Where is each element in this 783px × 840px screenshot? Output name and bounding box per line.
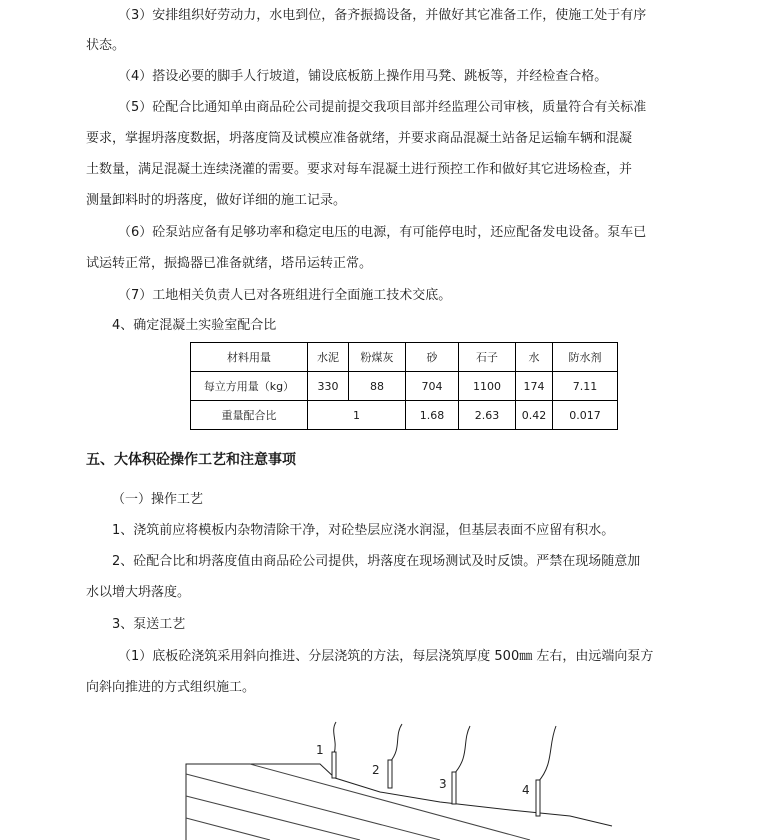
- table-cell: 7.11: [553, 372, 618, 401]
- table-cell: 每立方用量（kg）: [191, 372, 308, 401]
- table-cell: 2.63: [459, 401, 516, 430]
- diagram-label-2: 2: [372, 763, 380, 777]
- diagram-label-3: 3: [439, 777, 447, 791]
- section-5-title: 五、大体积砼操作工艺和注意事项: [86, 452, 296, 468]
- paragraph-3-line-1: （3）安排组织好劳动力，水电到位，备齐振捣设备，并做好其它准备工作，使施工处于有序: [118, 8, 647, 23]
- item-3-1-line-2: 向斜向推进的方式组织施工。: [86, 680, 256, 695]
- vibrator-1: [332, 722, 336, 778]
- item-1: 1、浇筑前应将模板内杂物清除干净，对砼垫层应浇水润湿，但基层表面不应留有积水。: [112, 523, 615, 538]
- section-4-heading: 4、确定混凝土实验室配合比: [112, 318, 277, 333]
- paragraph-3-line-2: 状态。: [86, 38, 126, 53]
- vibrator-2: [388, 724, 402, 788]
- mix-ratio-table: [190, 342, 618, 430]
- paragraph-5-line-1: （5）砼配合比通知单由商品砼公司提前提交我项目部并经监理公司审核，质量符合有关标准: [118, 100, 647, 115]
- table-row: [191, 343, 618, 372]
- table-header-cell: 砂: [406, 343, 459, 372]
- table-cell: 0.017: [553, 401, 618, 430]
- table-header-cell: 防水剂: [553, 343, 618, 372]
- vibrator-3: [452, 726, 470, 804]
- paragraph-5-line-2: 要求，掌握坍落度数据，坍落度筒及试模应准备就绪，并要求商品混凝土站备足运输车辆和混凝: [86, 131, 633, 146]
- diagram-label-4: 4: [522, 783, 530, 797]
- table-cell: 1100: [459, 372, 516, 401]
- table-row: [191, 401, 618, 430]
- paragraph-5-line-4: 测量卸料时的坍落度，做好详细的施工记录。: [86, 193, 347, 208]
- table-row: [191, 372, 618, 401]
- vibrator-4: [536, 726, 556, 816]
- table-header-cell: 石子: [459, 343, 516, 372]
- table-cell: 1.68: [406, 401, 459, 430]
- diagram-frame: [186, 764, 612, 840]
- paragraph-5-line-3: 土数量，满足混凝土连续浇灌的需要。要求对每车混凝土进行预控工作和做好其它进场检查，并: [86, 162, 633, 177]
- table-cell: 174: [516, 372, 553, 401]
- paragraph-7: （7）工地相关负责人已对各班组进行全面施工技术交底。: [118, 288, 452, 303]
- table-header-cell: 粉煤灰: [349, 343, 406, 372]
- table-header-cell: 水: [516, 343, 553, 372]
- table-cell: 重量配合比: [191, 401, 308, 430]
- item-2-line-2: 水以增大坍落度。: [86, 585, 191, 600]
- paragraph-4: （4）搭设必要的脚手人行坡道，铺设底板筋上操作用马凳、跳板等，并经检查合格。: [118, 69, 608, 84]
- table-cell: 330: [308, 372, 349, 401]
- table-cell: 0.42: [516, 401, 553, 430]
- subsection-1-title: （一）操作工艺: [112, 492, 204, 507]
- paragraph-6-line-2: 试运转正常，振捣器已准备就绪，塔吊运转正常。: [86, 256, 373, 271]
- table-cell: 88: [349, 372, 406, 401]
- table-header-cell: 材料用量: [191, 343, 308, 372]
- diagram-layer-lines: [186, 764, 530, 840]
- diagram-label-1: 1: [316, 743, 324, 757]
- table-cell: 704: [406, 372, 459, 401]
- paragraph-6-line-1: （6）砼泵站应备有足够功率和稳定电压的电源，有可能停电时，还应配备发电设备。泵车已: [118, 225, 647, 240]
- item-3-1-line-1: （1）底板砼浇筑采用斜向推进、分层浇筑的方法，每层浇筑厚度 500㎜ 左右，由远端向泵方: [118, 649, 654, 664]
- item-3-heading: 3、泵送工艺: [112, 617, 186, 632]
- item-2-line-1: 2、砼配合比和坍落度值由商品砼公司提供，坍落度在现场测试及时反馈。严禁在现场随意加: [112, 554, 641, 569]
- pouring-diagram: [180, 712, 620, 840]
- table-header-cell: 水泥: [308, 343, 349, 372]
- table-cell: 1: [308, 401, 406, 430]
